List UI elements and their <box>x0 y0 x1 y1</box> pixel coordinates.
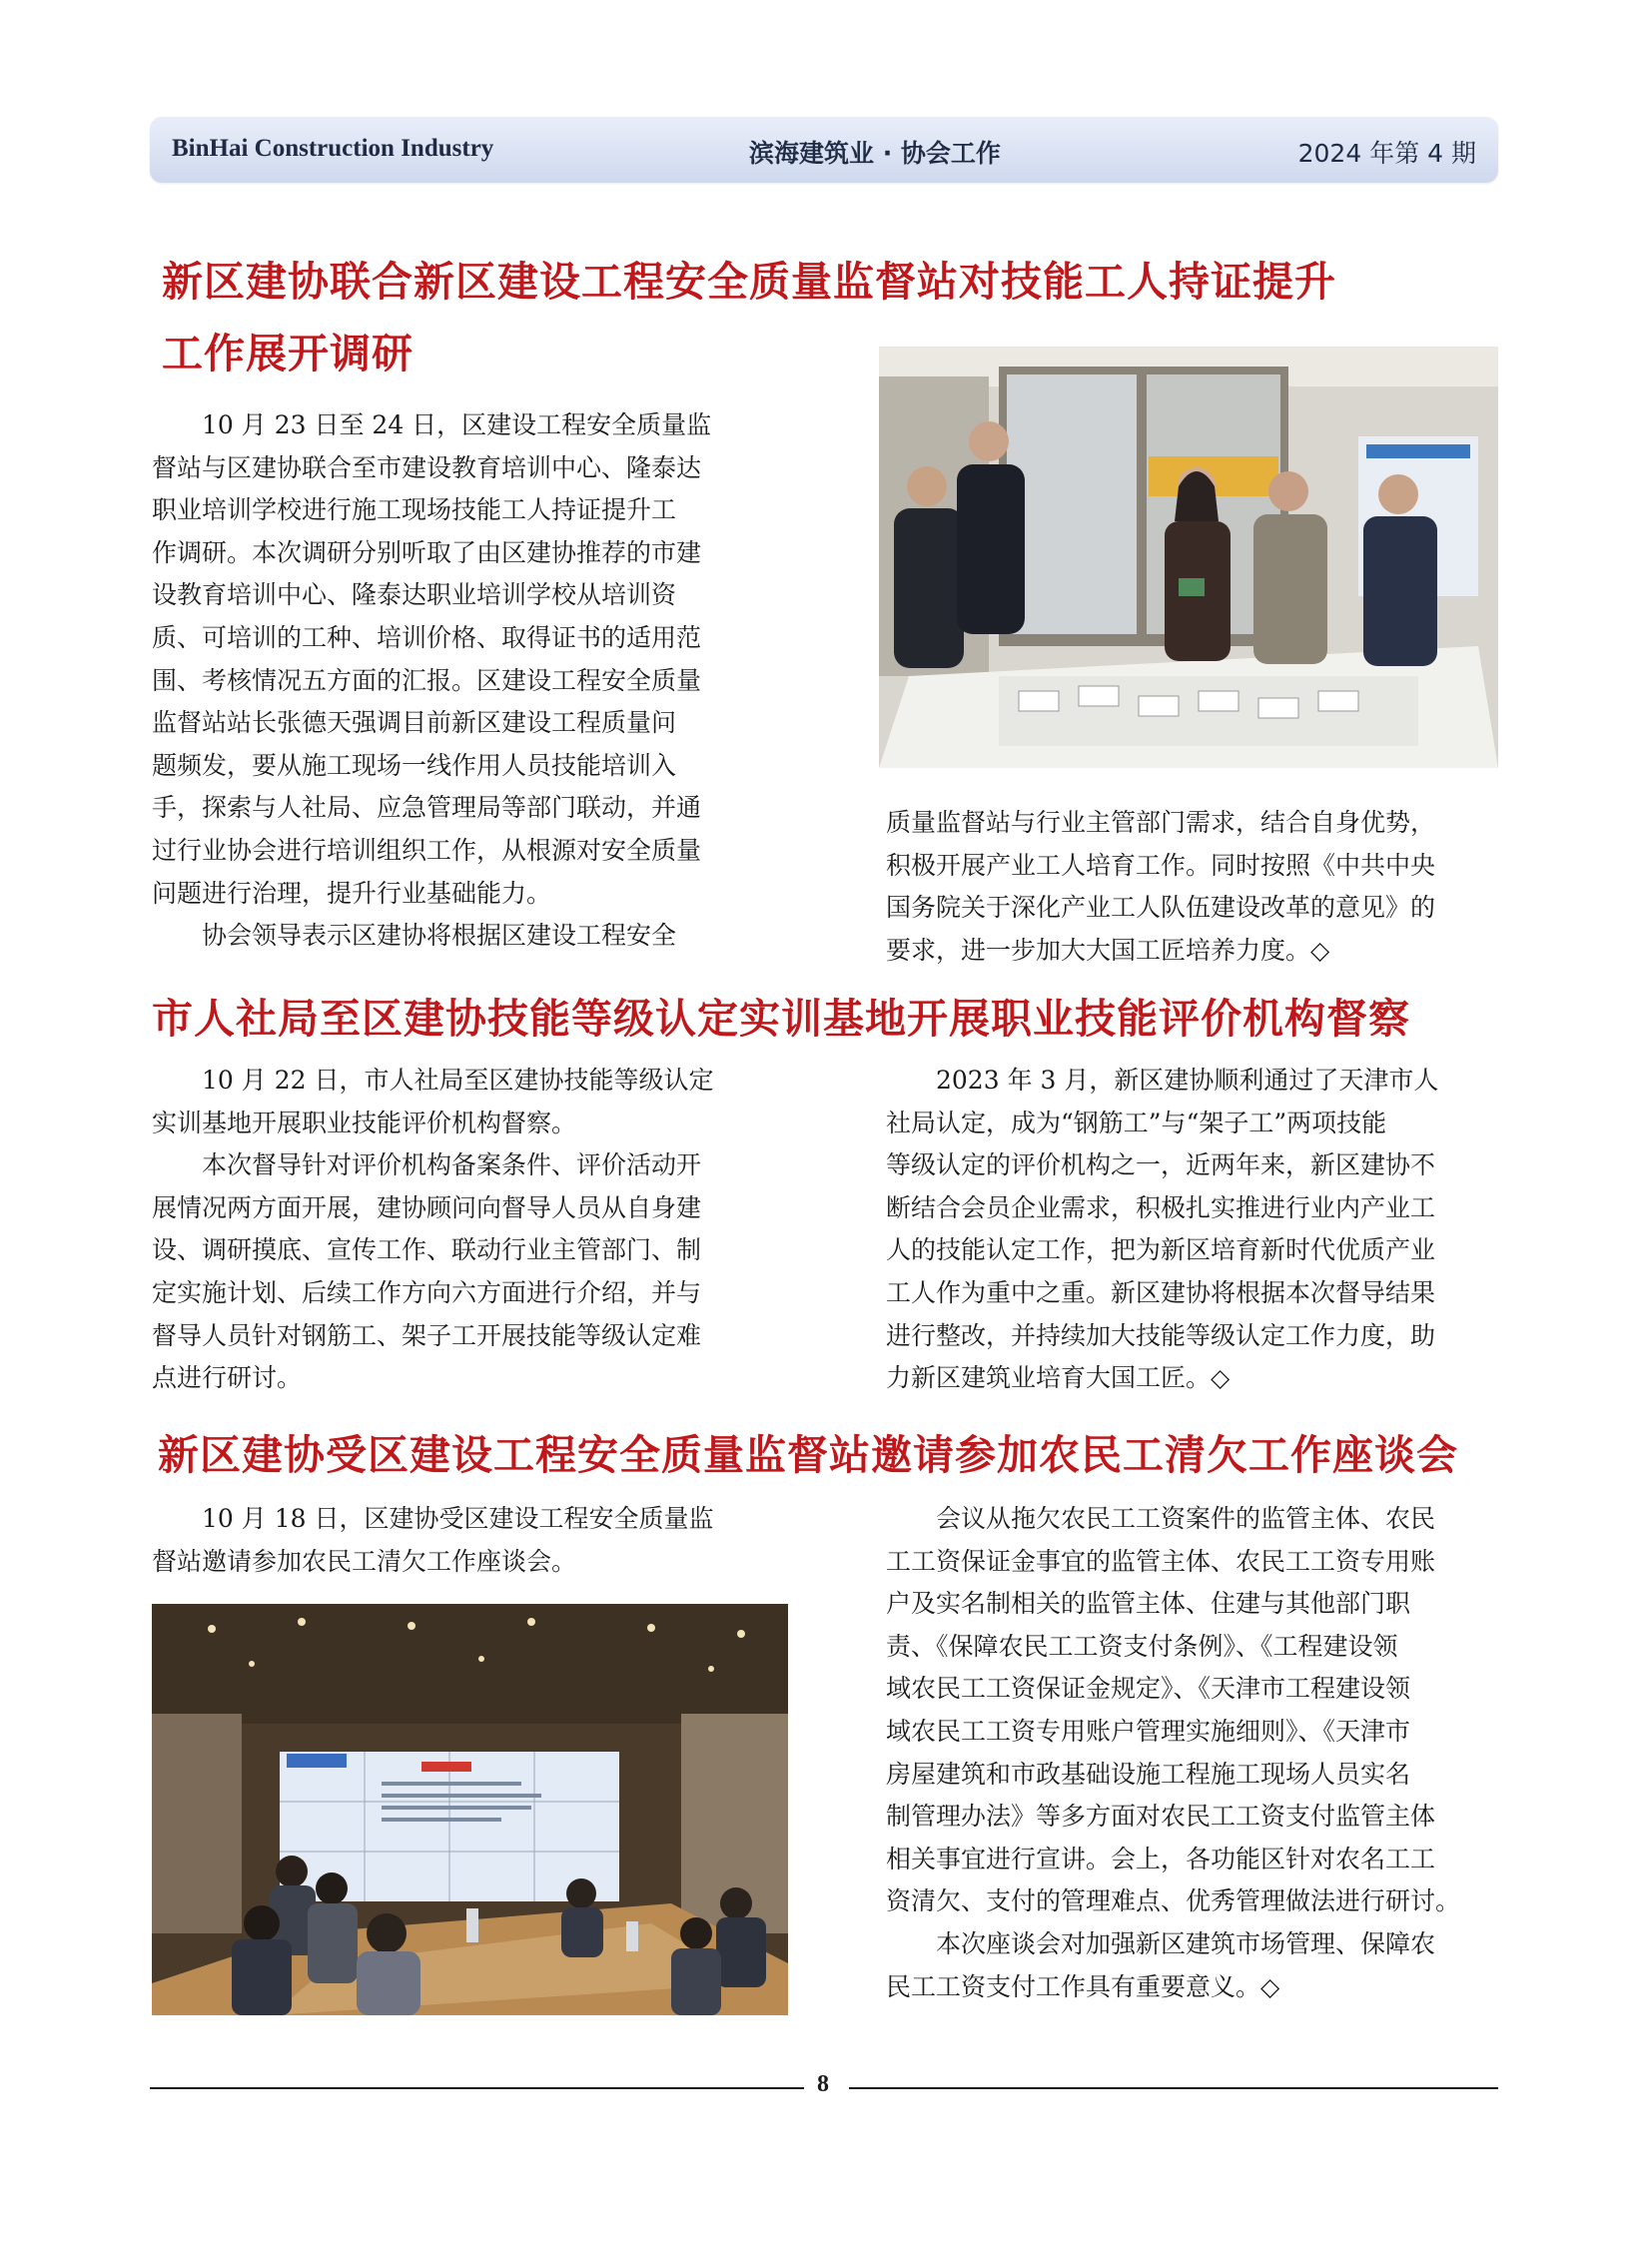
text-line: 域农民工工资保证金规定》、《天津市工程建设领 <box>886 1674 1411 1704</box>
article2-right-column <box>886 1060 1521 1400</box>
article1-left-column <box>152 404 787 958</box>
text-line: 问题进行治理，提升行业基础能力。 <box>152 878 552 908</box>
article3-left-column <box>152 1498 787 1583</box>
issue-number: 2024 年第 4 期 <box>1297 139 1476 168</box>
text-line: 督站与区建协联合至市建设教育培训中心、隆泰达 <box>152 452 702 482</box>
text-line: 点进行研讨。 <box>152 1363 303 1393</box>
text-line: 质量监督站与行业主管部门需求，结合自身优势， <box>886 808 1436 837</box>
text-line: 本次督导针对评价机构备案条件、评价活动开 <box>202 1150 702 1180</box>
text-line: 断结合会员企业需求，积极扎实推进行业内产业工 <box>886 1192 1436 1222</box>
journal-english-name: BinHai Construction Industry <box>172 135 494 162</box>
article1-photo-site-visit <box>879 347 1498 768</box>
text-line: 设教育培训中心、隆泰达职业培训学校从培训资 <box>152 580 677 610</box>
text-line: 资清欠、支付的管理难点、优秀管理做法进行研讨。 <box>886 1886 1461 1916</box>
text-line: 题频发，要从施工现场一线作用人员技能培训入 <box>152 750 677 780</box>
article2-left-column <box>152 1060 787 1400</box>
text-line: 过行业协会进行培训组织工作，从根源对安全质量 <box>152 835 702 865</box>
text-line: 工工资保证金事宜的监管主体、农民工工资专用账 <box>886 1546 1436 1576</box>
text-line: 10 月 23 日至 24 日，区建设工程安全质量监 <box>202 410 712 439</box>
article1-right-column <box>886 802 1521 972</box>
text-line: 10 月 18 日，区建协受区建设工程安全质量监 <box>202 1504 714 1533</box>
running-header <box>150 117 1498 183</box>
text-line: 民工工资支付工作具有重要意义。◇ <box>886 1971 1280 2001</box>
page-number: 8 <box>817 2071 829 2097</box>
text-line: 围、考核情况五方面的汇报。区建设工程安全质量 <box>152 665 702 695</box>
footer-rule-left <box>150 2087 804 2089</box>
text-line: 设、调研摸底、宣传工作、联动行业主管部门、制 <box>152 1235 702 1265</box>
text-line: 积极开展产业工人培育工作。同时按照《中共中央 <box>886 850 1436 880</box>
article3-title: 新区建协受区建设工程安全质量监督站邀请参加农民工清欠工作座谈会 <box>158 1431 1458 1479</box>
article3-photo-meeting <box>152 1604 788 2015</box>
article3-right-column <box>886 1498 1521 2008</box>
section-name: 滨海建筑业 · 协会工作 <box>749 139 1001 168</box>
text-line: 力新区建筑业培育大国工匠。◇ <box>886 1363 1231 1393</box>
text-line: 要求，进一步加大大国工匠培养力度。◇ <box>886 935 1330 965</box>
text-line: 相关事宜进行宣讲。会上，各功能区针对农名工工 <box>886 1844 1436 1873</box>
text-line: 质、可培训的工种、培训价格、取得证书的适用范 <box>152 622 702 652</box>
text-line: 定实施计划、后续工作方向六方面进行介绍，并与 <box>152 1277 702 1307</box>
text-line: 督导人员针对钢筋工、架子工开展技能等级认定难 <box>152 1320 702 1350</box>
text-line: 督站邀请参加农民工清欠工作座谈会。 <box>152 1546 577 1576</box>
text-line: 展情况两方面开展，建协顾问向督导人员从自身建 <box>152 1192 702 1222</box>
text-line: 等级认定的评价机构之一，近两年来，新区建协不 <box>886 1150 1436 1180</box>
text-line: 责、《保障农民工工资支付条例》、《工程建设领 <box>886 1631 1398 1661</box>
text-line: 制管理办法》等多方面对农民工工资支付监管主体 <box>886 1802 1436 1832</box>
text-line: 人的技能认定工作，把为新区培育新时代优质产业 <box>886 1235 1436 1265</box>
text-line: 本次座谈会对加强新区建筑市场管理、保障农 <box>936 1928 1436 1958</box>
text-line: 手，探索与人社局、应急管理局等部门联动，并通 <box>152 793 702 823</box>
text-line: 实训基地开展职业技能评价机构督察。 <box>152 1108 577 1137</box>
text-line: 房屋建筑和市政基础设施工程施工现场人员实名 <box>886 1759 1411 1789</box>
text-line: 协会领导表示区建协将根据区建设工程安全 <box>202 921 677 951</box>
text-line: 域农民工工资专用账户管理实施细则》、《天津市 <box>886 1716 1411 1746</box>
text-line: 会议从拖欠农民工工资案件的监管主体、农民 <box>936 1504 1436 1533</box>
text-line: 户及实名制相关的监管主体、住建与其他部门职 <box>886 1589 1411 1619</box>
text-line: 职业培训学校进行施工现场技能工人持证提升工 <box>152 495 677 525</box>
text-line: 工人作为重中之重。新区建协将根据本次督导结果 <box>886 1277 1436 1307</box>
footer-rule-right <box>849 2087 1498 2089</box>
text-line: 作调研。本次调研分别听取了由区建协推荐的市建 <box>152 537 702 567</box>
text-line: 2023 年 3 月，新区建协顺利通过了天津市人 <box>936 1066 1439 1095</box>
text-line: 10 月 22 日，市人社局至区建协技能等级认定 <box>202 1066 714 1095</box>
text-line: 国务院关于深化产业工人队伍建设改革的意见》的 <box>886 893 1436 923</box>
text-line: 进行整改，并持续加大技能等级认定工作力度，助 <box>886 1320 1436 1350</box>
text-line: 监督站站长张德天强调目前新区建设工程质量问 <box>152 708 677 738</box>
article1-title-line1: 新区建协联合新区建设工程安全质量监督站对技能工人持证提升 <box>162 258 1336 306</box>
article2-title: 市人社局至区建协技能等级认定实训基地开展职业技能评价机构督察 <box>152 995 1410 1043</box>
text-line: 社局认定，成为“钢筋工”与“架子工”两项技能 <box>886 1108 1387 1137</box>
article1-title-line2: 工作展开调研 <box>162 330 413 377</box>
